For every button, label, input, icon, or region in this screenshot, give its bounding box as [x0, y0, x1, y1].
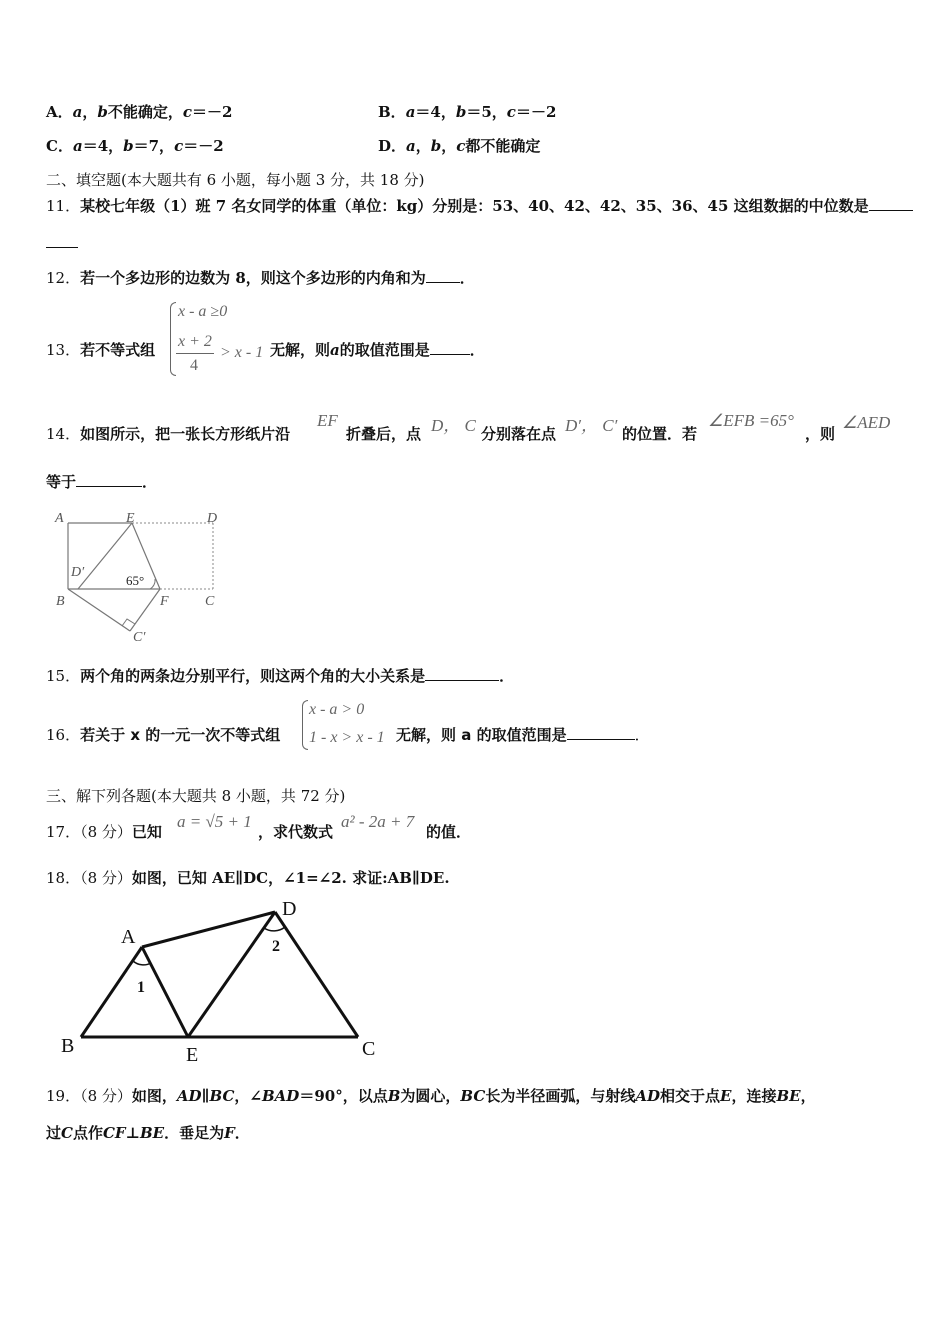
angle-2-arc [264, 927, 285, 931]
question-19 [46, 1086, 816, 1106]
math-dpcp: D′， C′ [565, 416, 618, 435]
tail: ． [499, 667, 515, 685]
question-11 [46, 196, 913, 216]
text: 如图所示，把一张长方形纸片沿 [80, 425, 291, 443]
question-number: 12． [46, 269, 81, 287]
math-dc: D， C [431, 416, 476, 435]
text: 的取值范围是 [339, 341, 430, 359]
section-title-solve: 三、解下列各题(本大题共 8 小题，共 72 分) [46, 787, 346, 805]
q14-t4: 的位置．若 [622, 425, 698, 443]
q17-t2: ，求代数式 [258, 823, 334, 841]
value: ＝4， [82, 137, 124, 155]
option-label: C． [46, 137, 73, 155]
angle-arc [150, 579, 155, 589]
inequality-1: x - a > 0 [309, 701, 365, 718]
label-angle-2: 2 [272, 938, 280, 955]
inequality-1: x - a ≥0 [178, 303, 228, 320]
score: （8 分） [80, 869, 132, 887]
text: ， [800, 1087, 816, 1105]
label-d-prime: D′ [71, 565, 85, 580]
question-number: 16． [46, 726, 81, 744]
system-brace [170, 302, 176, 376]
question-text: 若关于 x 的一元一次不等式组 [80, 726, 281, 744]
question-text: 某校七年级（1）班 7 名女同学的体重（单位：kg）分别是：53、40、42、42、35、36、45 这组数据的中位数是 [80, 197, 869, 215]
system-brace [302, 700, 308, 750]
math: F [224, 1124, 235, 1142]
text: 如图， [131, 1087, 177, 1105]
text: 已知 [131, 823, 162, 841]
answer-blank [869, 196, 913, 211]
question-number: 14． [46, 425, 81, 443]
sep: ， [82, 103, 98, 121]
value: ＝－2 [515, 103, 557, 121]
segment-ab [81, 947, 142, 1037]
q17-t3: 的值． [426, 823, 472, 841]
var: c [506, 103, 516, 121]
question-number: 19． [46, 1087, 81, 1105]
edge-ed-prime [78, 523, 132, 589]
value: ＝－2 [192, 103, 233, 121]
var: a [72, 137, 83, 155]
value: ＝4， [415, 103, 456, 121]
var: b [123, 137, 134, 155]
question-18 [46, 868, 450, 888]
math: ∠BAD [249, 1087, 300, 1105]
q14-line2 [46, 472, 157, 492]
segment-ae [142, 947, 188, 1037]
question-13-suffix [270, 340, 485, 360]
label-c: C [205, 594, 215, 609]
value: ＝7， [133, 137, 175, 155]
math: BC [460, 1087, 486, 1105]
label-b: B [61, 1035, 75, 1057]
var: a [405, 103, 416, 121]
question-number: 18． [46, 869, 81, 887]
var: a [406, 137, 416, 155]
text: ＝90°，以点 [299, 1087, 388, 1105]
question-text: 两个角的两条边分别平行，则这两个角的大小关系是 [80, 667, 426, 685]
text: ， [234, 1087, 250, 1105]
edge-fc-prime [130, 589, 160, 631]
var: c [174, 137, 184, 155]
text: 不能确定， [107, 103, 183, 121]
answer-blank [76, 472, 142, 487]
inequality-2-rhs: > x - 1 [220, 344, 264, 361]
question-13 [46, 340, 155, 360]
answer-blank [425, 666, 499, 681]
section-title-fill-blank: 二、填空题(本大题共有 6 小题，每小题 3 分，共 18 分) [46, 171, 425, 189]
label-d: D [207, 511, 218, 526]
text: 都不能确定 [465, 137, 541, 155]
q14-t5: ，则 [805, 425, 836, 443]
question-17 [46, 822, 162, 842]
label-c-prime: C′ [133, 630, 146, 645]
question-text: 若不等式组 [80, 341, 156, 359]
math: AD [635, 1087, 660, 1105]
text: 点作 [72, 1124, 103, 1142]
option-label: D． [378, 137, 407, 155]
text: ． [234, 1124, 250, 1142]
answer-blank [430, 340, 470, 355]
option-b [378, 102, 556, 122]
question-14 [46, 424, 290, 444]
text: 长为半径画弧，与射线 [485, 1087, 636, 1105]
question-number: 11． [46, 197, 81, 215]
sep: ， [415, 137, 431, 155]
var: b [430, 137, 442, 155]
var: a [72, 103, 83, 121]
question-text: 若一个多边形的边数为 8，则这个多边形的内角和为 [80, 269, 426, 287]
label-e: E [126, 511, 135, 526]
var: b [455, 103, 467, 121]
score: （8 分） [80, 823, 132, 841]
label-c: C [362, 1038, 376, 1060]
var: a [330, 341, 340, 359]
question-12 [46, 268, 475, 288]
math-angle-efb: ∠EFB =65° [708, 411, 794, 430]
question-19-line2 [46, 1123, 250, 1143]
option-d [378, 136, 540, 156]
math: BE [776, 1087, 801, 1105]
tail: ． [142, 473, 158, 491]
label-angle-1: 1 [137, 979, 145, 996]
math: E [720, 1087, 732, 1105]
q14-t2: 折叠后，点 [346, 425, 422, 443]
math-angle-aed: ∠AED [842, 413, 891, 432]
option-label: B． [378, 103, 406, 121]
question-number: 13． [46, 341, 81, 359]
fraction-numerator: x + 2 [178, 333, 212, 350]
answer-blank [567, 725, 635, 740]
math: B [387, 1087, 401, 1105]
edge-d-prime-c-prime [68, 589, 130, 631]
var: b [97, 103, 108, 121]
question-number: 17． [46, 823, 81, 841]
text: 无解，则 a 的取值范围是 [396, 726, 567, 744]
sep: ， [441, 137, 457, 155]
answer-blank-continued [46, 233, 78, 248]
label-b: B [56, 594, 65, 609]
text: ．垂足为 [164, 1124, 225, 1142]
option-label: A． [46, 103, 73, 121]
question-16-suffix [396, 725, 650, 745]
text: 等于 [46, 473, 77, 491]
figure-folded-rectangle [50, 505, 230, 645]
label-f: F [160, 594, 169, 609]
score: （8 分） [80, 1087, 132, 1105]
value: ＝－2 [183, 137, 224, 155]
label-e: E [186, 1044, 199, 1066]
inequality-2: 1 - x > x - 1 [309, 729, 385, 746]
tail: ． [634, 726, 650, 744]
value: ＝5， [466, 103, 507, 121]
label-a: A [55, 511, 64, 526]
fraction-bar [176, 353, 214, 354]
answer-blank [426, 268, 460, 283]
fraction-denominator: 4 [190, 357, 198, 374]
question-text: 如图，已知 AE∥DC，∠1=∠2. 求证:AB∥DE. [131, 869, 450, 887]
option-a [46, 102, 232, 122]
math: C [61, 1124, 73, 1142]
question-number: 15． [46, 667, 81, 685]
text: ，连接 [731, 1087, 777, 1105]
text: 过 [46, 1124, 62, 1142]
var: c [456, 137, 466, 155]
figure-triangles [55, 895, 395, 1070]
segment-dc [275, 912, 358, 1037]
tail: ． [459, 269, 475, 287]
label-angle: 65° [126, 573, 145, 588]
var: c [182, 103, 193, 121]
label-d: D [282, 898, 297, 920]
math: CF⊥BE [102, 1124, 165, 1142]
text: 相交于点 [659, 1087, 720, 1105]
text: 为圆心， [400, 1087, 461, 1105]
option-c [46, 136, 224, 156]
math: AD∥BC [176, 1087, 235, 1105]
math-a-value: a = √5 + 1 [177, 812, 252, 831]
label-a: A [121, 926, 136, 948]
question-16 [46, 725, 280, 745]
math-expression: a² - 2a + 7 [341, 812, 415, 831]
q14-t3: 分别落在点 [481, 425, 557, 443]
question-15 [46, 666, 514, 686]
right-angle-mark [122, 619, 135, 626]
math-ef: EF [317, 411, 338, 430]
tail: ． [469, 341, 485, 359]
text: 无解，则 [270, 341, 331, 359]
